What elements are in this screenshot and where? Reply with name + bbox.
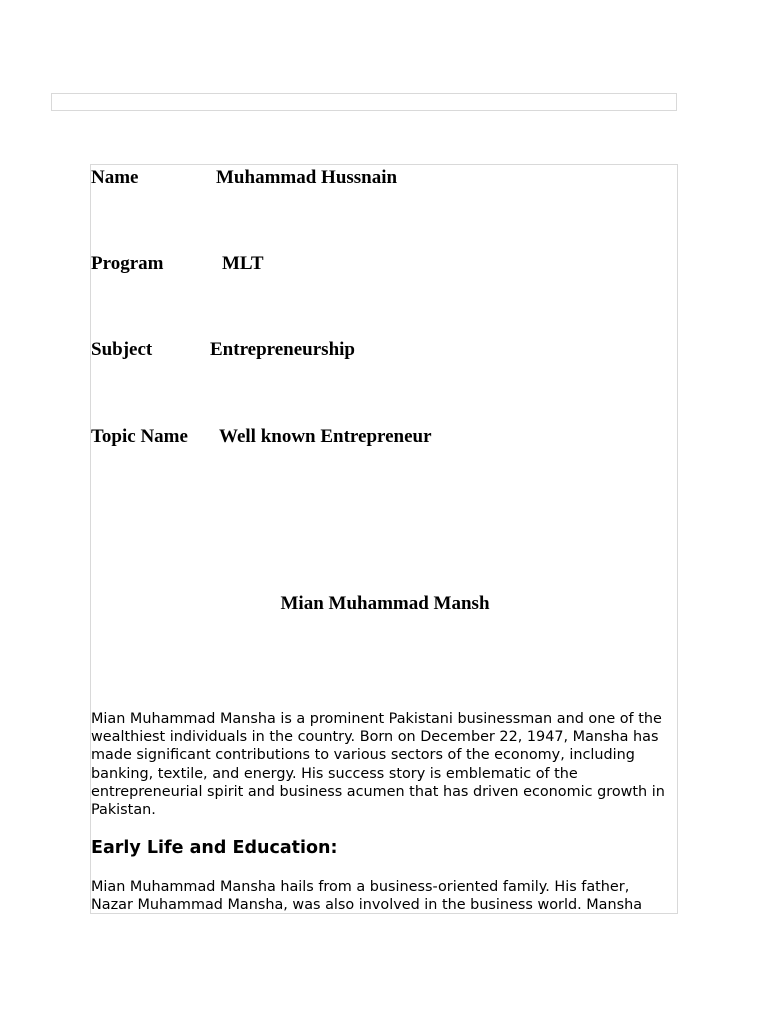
name-label: Name: [91, 167, 139, 188]
document-page: [90, 164, 678, 914]
program-label: Program: [91, 253, 164, 274]
subject-value: Entrepreneurship: [210, 339, 355, 360]
early-life-paragraph: Mian Muhammad Mansha hails from a business-oriented family. His father, Nazar Muhammad Mansha, was also involved in the business world. Mansha: [91, 879, 643, 914]
header-box: [51, 93, 677, 111]
subject-label: Subject: [91, 339, 153, 360]
document-title: Mian Muhammad Mansh: [280, 593, 490, 614]
topic-label: Topic Name: [91, 426, 188, 447]
program-value: MLT: [222, 253, 264, 274]
intro-paragraph: Mian Muhammad Mansha is a prominent Pakistani businessman and one of the wealthiest individuals in the country. Born on December 22, 1947, Mansha has made significant contributions to various sectors of the economy, including banking, textile, and energy. His success story is emblematic of the entrepreneurial spirit and business acumen that has driven economic growth in Pakistan.: [91, 711, 665, 819]
early-life-heading: Early Life and Education:: [91, 838, 338, 858]
topic-value: Well known Entrepreneur: [219, 426, 432, 447]
name-value: Muhammad Hussnain: [216, 167, 398, 188]
